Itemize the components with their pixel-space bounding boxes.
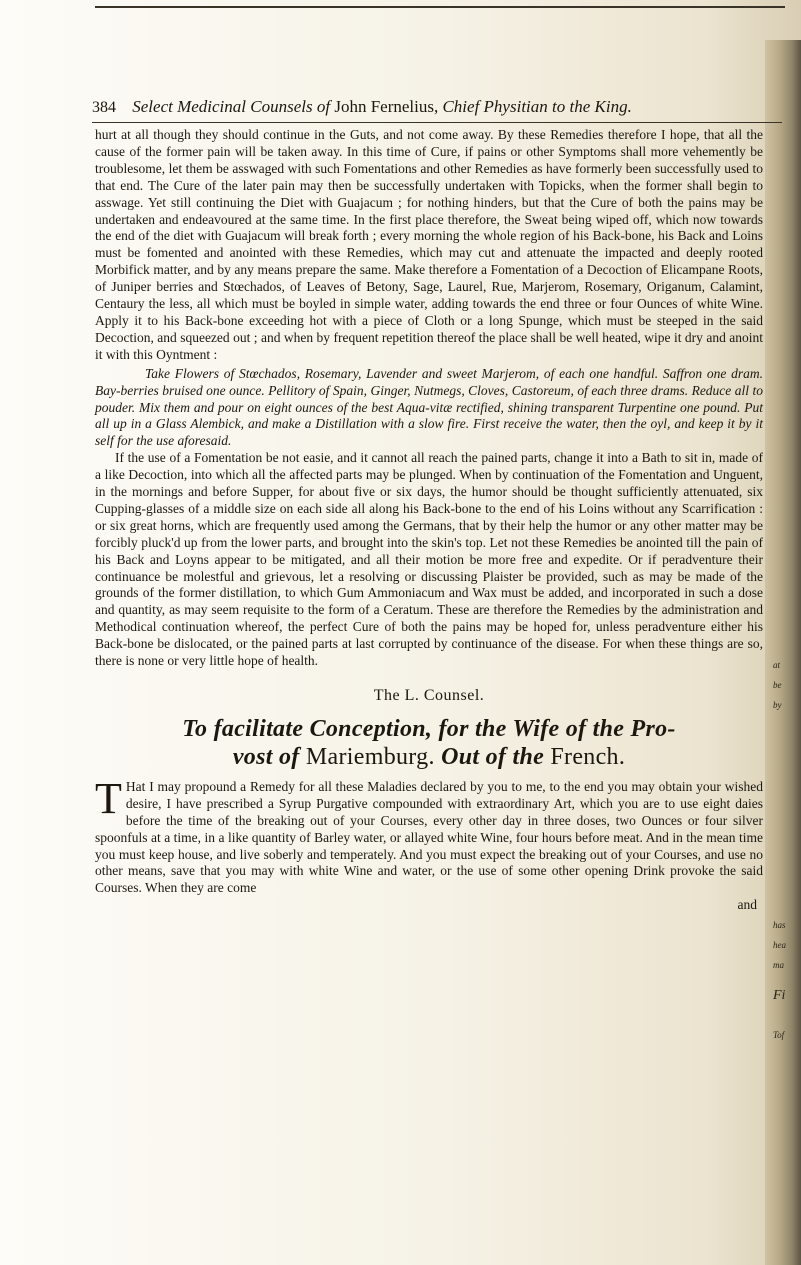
paragraph-recipe: Take Flowers of Stœchados, Rosemary, Lavender and sweet Marjerom, of each one handful. Saffron one dram. Bay-berries bruised one ounce. Pellitory of Spain, Ginger, Nutmegs, Cloves, Castoreum, of each three drams. Reduce all to pouder. Mix them and pour on eight ounces of the best Aqua-vitæ rectified, shining transparent Turpentine one pound. Put all up in a Glass Alembick, and make a Distillation with a slow fire. First receive the water, then the oyl, and keep it by it self for the use aforesaid. <box>95 365 763 449</box>
facing-page-fragment: be <box>773 680 782 690</box>
paragraph-fomentation: If the use of a Fomentation be not easie, and it cannot all reach the pained parts, change it into a Bath to sit in, made of a like Decoction, into which all the affected parts may be plunged. When by continuation of the Fomentation and Unguent, in the mornings and before Supper, for about five or six days, the humor should be thought sufficiently attenuated, six Cupping-glasses of a middle size on each side all along his Back-bone to the end of his Loins without any Scarrification : or six great horns, which are frequently used among the Germans, that by their help the humor or any other matter may be forcibly pluck'd up from the lower parts, and brought into the skin's top. Let not these Remedies be anointed till the pain of his Back and Loyns appear to be mitigated, and all their motion be more free and expedite. Or if peradventure their continuance be molestful and grievous, let a resolving or discussing Plaister be provided, such as may be made of the grounds of the former distillation, to which Gum Ammoniacum and Wax must be added, and incorporated in such a dose and quantity, as may seem requisite to the form of a Ceratum. These are therefore the Remedies by the administration and Methodical continuation whereof, the perfect Cure of both the pains may be hoped for, unless peradventure either his Back-bone be dislocated, or the pained parts at last corrupted by continuance of the disease. For when these things are so, there is none or very little hope of health. <box>95 450 763 669</box>
paragraph-conception-text: Hat I may propound a Remedy for all these Maladies declared by you to me, to the end you may obtain your wished desire, I have prescribed a Syrup Purgative compounded with extraordinary Art, which you are to use eight daies before the time of the breaking out of your Courses, every other day in three doses, two Ounces or four silver spoonfuls at a time, in a like quantity of Barley water, or allayed white Wine, four hours before meat. And in the mean time you must keep house, and live soberly and temperately. And you must expect the breaking out of your Courses, and use no other means, save that you may with white Wine and water, or the use of some other opening Drink provoke the said Courses. When they are come <box>95 778 763 896</box>
counsel-signature: The L. Counsel. <box>373 687 485 704</box>
section-title-line2 <box>95 743 763 771</box>
facing-page-fragment: Fi <box>773 990 786 1001</box>
running-header <box>92 97 782 121</box>
facing-page-edge <box>765 40 801 1265</box>
top-border-rule <box>95 6 785 8</box>
header-title-italic: Select Medicinal Counsels of <box>132 97 331 116</box>
facing-page-fragment: ma <box>773 960 784 970</box>
facing-page-fragment: has <box>773 920 786 930</box>
section-title-language: French. <box>550 743 626 770</box>
section-title-outof: Out of the <box>441 743 545 770</box>
header-author: John Fernelius, <box>334 97 439 116</box>
header-rule <box>92 122 782 123</box>
section-title-provost: vost of <box>232 743 300 770</box>
section-title-line1: To facilitate Conception, for the Wife of the Pro- <box>182 715 676 742</box>
header-role: Chief Physitian to the King. <box>442 97 632 116</box>
paragraph-conception <box>95 773 763 897</box>
facing-page-fragment: at <box>773 660 781 670</box>
page-number: 384 <box>92 99 116 116</box>
catchword: and <box>737 897 757 913</box>
paragraph-treatment: hurt at all though they should continue in the Guts, and not come away. By these Remedies therefore I hope, that all the cause of the former pain will be taken away. In this time of Cure, if pains or other Symptoms shall more vehemently be troublesome, let them be asswaged with such Fomentations and other Remedies as have formerly been successfully used to that end. The Cure of the later pain may then be successfully undertaken with Topicks, when the former shall begin to asswage. Yet still continuing the Diet with Guajacum ; for nothing hinders, but that the Cure of both the pains may be undertaken and endeavoured at the same time. In the first place therefore, the Sweat being wiped off, which now towards the end of the diet with Guajacum will break forth ; every morning the whole region of his Back-bone, his Back and Loins must be fomented and anointed with these Remedies, which may cut and attenuate the impacted and deeply rooted Morbifick matter, and by any means prepare the same. Make therefore a Fomentation of a Decoction of Elicampane Roots, of Juniper berries and Stœchados, of Leaves of Betony, Sage, Laurel, Rue, Marjerom, Rosemary, Origanum, Calamint, Centaury the less, all which must be boyled in simple water, adding towards the end three or four Ounces of white Wine. Apply it to his Back-bone exceeding hot with a piece of Cloth or a long Spunge, which must be steeped in the said Decoction, and squeezed out ; and when by frequent repetition thereof the place shall be well heated, wipe it dry and anoint it with this Oyntment : <box>95 127 763 362</box>
facing-page-fragment: Tof <box>773 1030 785 1040</box>
section-title-place: Mariemburg. <box>305 743 435 770</box>
facing-page-fragment: hea <box>773 940 786 950</box>
drop-cap: T <box>95 773 122 823</box>
main-text-column <box>95 127 763 914</box>
facing-page-fragment: by <box>773 700 782 710</box>
